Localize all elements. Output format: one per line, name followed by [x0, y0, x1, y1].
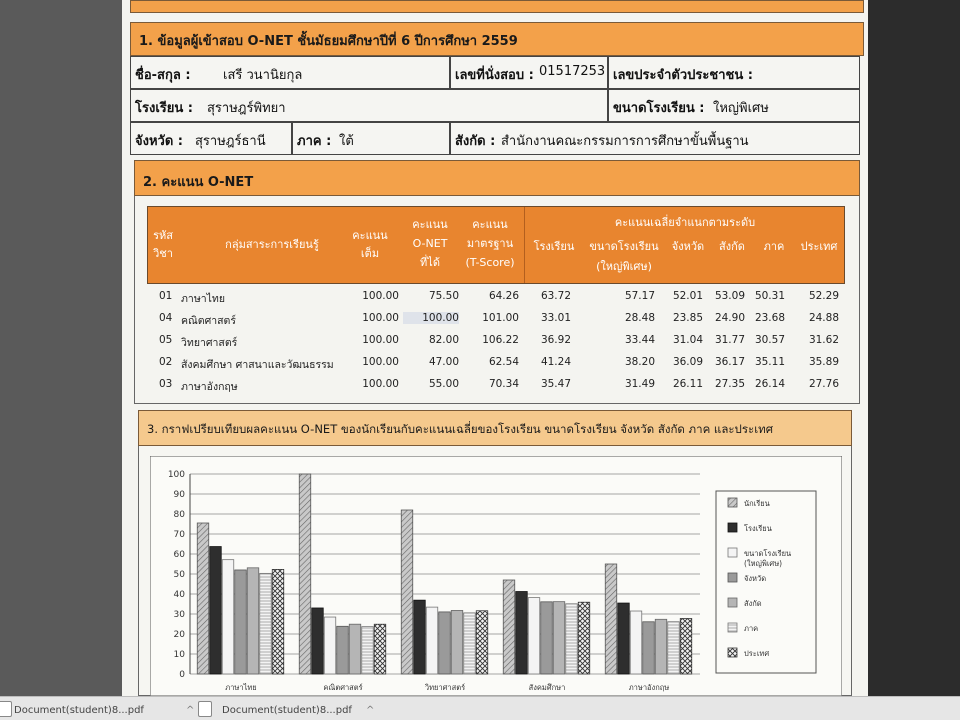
x-tick-label: ภาษาไทย — [225, 683, 257, 692]
cell-full: 100.00 — [362, 290, 399, 302]
legend-swatch — [728, 548, 737, 557]
th-onet-score: คะแนน O-NET ที่ได้ — [412, 218, 448, 269]
bar — [680, 618, 692, 674]
cell-country: 24.88 — [808, 312, 839, 324]
table-row — [147, 308, 845, 330]
y-tick-label: 30 — [173, 610, 185, 620]
bar — [197, 523, 209, 674]
th-divider — [524, 207, 525, 283]
cell-school: 35.47 — [540, 378, 571, 390]
school-size-label: ขนาดโรงเรียน : — [613, 101, 705, 116]
school-cell — [130, 89, 608, 122]
chevron-up-icon[interactable]: ^ — [366, 705, 375, 716]
bar — [541, 602, 553, 674]
seat-label: เลขที่นั่งสอบ : — [455, 68, 534, 83]
bar — [630, 611, 642, 674]
cell-prov: 23.85 — [672, 312, 703, 324]
cell-size: 57.17 — [624, 290, 655, 302]
region-value: ใต้ — [339, 134, 354, 149]
bar — [528, 598, 540, 674]
bar — [401, 510, 413, 674]
bar — [299, 474, 311, 674]
cell-prov: 31.04 — [672, 334, 703, 346]
cell-got: 75.50 — [428, 290, 459, 302]
cell-t: 70.34 — [488, 378, 519, 390]
bar — [210, 547, 222, 674]
cell-full: 100.00 — [362, 356, 399, 368]
province-value: สุราษฎร์ธานี — [195, 134, 266, 149]
cell-size: 28.48 — [624, 312, 655, 324]
section-chart-title: 3. กราฟเปรียบเทียบผลคะแนน O-NET ของนักเรียนกับคะแนนเฉลี่ยของโรงเรียน ขนาดโรงเรียน จังหวัด สังกัด ภาค และประเทศ — [147, 422, 774, 436]
cell-code: 03 — [159, 378, 173, 390]
cell-subject: สังคมศึกษา ศาสนาและวัฒนธรรม — [181, 359, 334, 371]
pdf-file-icon — [198, 701, 212, 717]
download-bar — [0, 696, 960, 720]
province-label: จังหวัด : — [135, 134, 184, 149]
cell-code: 01 — [159, 290, 173, 302]
th-region: ภาค — [763, 240, 785, 253]
x-tick-label: คณิตศาสตร์ — [323, 683, 363, 692]
bar — [643, 622, 655, 674]
prev-section-band — [130, 0, 864, 13]
section-chart-header — [138, 410, 852, 446]
y-tick-label: 10 — [173, 650, 185, 660]
bar — [553, 602, 565, 674]
y-tick-label: 70 — [173, 530, 185, 540]
y-tick-label: 20 — [173, 630, 185, 640]
bar — [605, 564, 617, 674]
bar — [503, 580, 515, 674]
legend-label: ประเทศ — [744, 649, 770, 658]
y-tick-label: 100 — [167, 470, 185, 480]
school-size-cell — [608, 89, 860, 122]
cell-school: 41.24 — [540, 356, 571, 368]
cell-region: 50.31 — [754, 290, 785, 302]
th-school: โรงเรียน — [533, 240, 575, 253]
cell-school: 36.92 — [540, 334, 571, 346]
cell-region: 35.11 — [754, 356, 785, 368]
cell-country: 31.62 — [808, 334, 839, 346]
cell-subject: ภาษาไทย — [181, 293, 225, 305]
table-row — [147, 330, 845, 352]
cell-country: 52.29 — [808, 290, 839, 302]
bar — [247, 568, 259, 674]
legend-label-2: (ใหญ่พิเศษ) — [744, 559, 783, 568]
bar — [349, 624, 361, 674]
seat-cell — [450, 56, 608, 89]
th-code: รหัส วิชา — [153, 229, 173, 260]
bar — [324, 617, 336, 674]
legend-swatch — [728, 623, 737, 632]
cell-school: 63.72 — [540, 290, 571, 302]
table-row — [147, 352, 845, 374]
cell-subject: คณิตศาสตร์ — [181, 315, 237, 327]
bar — [272, 569, 284, 674]
legend-swatch — [728, 573, 737, 582]
pdf-file-icon — [0, 701, 12, 717]
cell-school: 33.01 — [540, 312, 571, 324]
seat-value: 01517253 — [539, 64, 606, 79]
id-label: เลขประจำตัวประชาชน : — [613, 68, 753, 83]
legend-label: ภาค — [744, 624, 759, 633]
legend-label: สังกัด — [744, 599, 762, 608]
cell-country: 27.76 — [808, 378, 839, 390]
name-cell — [130, 56, 450, 89]
x-tick-label: ภาษาอังกฤษ — [628, 683, 670, 692]
x-tick-label: สังคมศึกษา — [528, 683, 566, 692]
bar — [618, 603, 630, 674]
bar — [414, 600, 426, 674]
th-country: ประเทศ — [800, 240, 838, 253]
name-value: เสรี วนานิยกุล — [223, 68, 303, 83]
y-tick-label: 60 — [173, 550, 185, 560]
th-affiliation: สังกัด — [719, 240, 745, 253]
bar — [476, 611, 488, 674]
download-item-2[interactable]: Document(student)8...pdf — [222, 705, 352, 716]
cell-full: 100.00 — [362, 334, 399, 346]
id-cell — [608, 56, 860, 89]
cell-country: 35.89 — [808, 356, 839, 368]
cell-affil: 24.90 — [714, 312, 745, 324]
affiliation-value: สำนักงานคณะกรรมการการศึกษาขั้นพื้นฐาน — [501, 134, 749, 149]
desk-background-right — [868, 0, 960, 719]
bar — [464, 613, 476, 674]
cell-got: 55.00 — [428, 378, 459, 390]
province-cell — [130, 122, 292, 155]
legend-label: นักเรียน — [744, 499, 770, 508]
cell-code: 02 — [159, 356, 173, 368]
bar — [451, 610, 463, 674]
comparison-bar-chart — [150, 456, 842, 696]
cell-region: 30.57 — [754, 334, 785, 346]
cell-affil: 27.35 — [714, 378, 745, 390]
cell-got: 100.00 — [403, 312, 459, 324]
y-tick-label: 80 — [173, 510, 185, 520]
cell-size: 33.44 — [624, 334, 655, 346]
cell-t: 64.26 — [488, 290, 519, 302]
table-row — [147, 286, 845, 308]
th-subject: กลุ่มสาระการเรียนรู้ — [225, 238, 319, 251]
chevron-up-icon[interactable]: ^ — [186, 705, 195, 716]
cell-prov: 36.09 — [672, 356, 703, 368]
section-score-header — [134, 160, 860, 196]
bar — [235, 570, 247, 674]
legend-swatch — [728, 523, 737, 532]
bar — [516, 592, 528, 674]
cell-size: 31.49 — [624, 378, 655, 390]
name-label: ชื่อ-สกุล : — [135, 68, 191, 83]
cell-region: 26.14 — [754, 378, 785, 390]
legend-label: ขนาดโรงเรียน — [744, 549, 792, 558]
bar — [312, 608, 324, 674]
th-province: จังหวัด — [671, 240, 705, 253]
cell-size: 38.20 — [624, 356, 655, 368]
cell-affil: 31.77 — [714, 334, 745, 346]
legend-swatch — [728, 598, 737, 607]
legend-label: จังหวัด — [744, 574, 767, 583]
bar — [260, 573, 272, 674]
bar — [426, 607, 438, 674]
y-tick-label: 0 — [179, 670, 185, 680]
cell-full: 100.00 — [362, 378, 399, 390]
y-tick-label: 90 — [173, 490, 185, 500]
cell-t: 62.54 — [488, 356, 519, 368]
legend-label: โรงเรียน — [744, 524, 772, 533]
desk-background-left — [0, 0, 122, 719]
cell-full: 100.00 — [362, 312, 399, 324]
school-value: สุราษฎร์พิทยา — [207, 101, 286, 116]
cell-code: 05 — [159, 334, 173, 346]
cell-prov: 26.11 — [672, 378, 703, 390]
bar — [439, 612, 451, 674]
th-t-score: คะแนน มาตรฐาน (T-Score) — [465, 218, 515, 269]
bar — [655, 619, 667, 674]
th-school-size: ขนาดโรงเรียน (ใหญ่พิเศษ) — [589, 240, 659, 273]
x-tick-label: วิทยาศาสตร์ — [424, 683, 466, 692]
cell-got: 82.00 — [428, 334, 459, 346]
bar — [337, 626, 349, 674]
y-tick-label: 50 — [173, 570, 185, 580]
affiliation-cell — [450, 122, 860, 155]
bar — [362, 627, 374, 674]
download-item-1[interactable]: Document(student)8...pdf — [14, 705, 144, 716]
section-info-title: 1. ข้อมูลผู้เข้าสอบ O-NET ชั้นมัธยมศึกษาปีที่ 6 ปีการศึกษา 2559 — [139, 34, 518, 49]
cell-code: 04 — [159, 312, 173, 324]
bar — [668, 622, 680, 674]
region-cell — [292, 122, 450, 155]
cell-t: 101.00 — [482, 312, 519, 324]
bar — [566, 604, 578, 674]
bar — [578, 602, 590, 674]
score-table-header — [147, 206, 845, 284]
cell-region: 23.68 — [754, 312, 785, 324]
legend-swatch — [728, 648, 737, 657]
th-average-group: คะแนนเฉลี่ยจำแนกตามระดับ — [614, 216, 756, 229]
cell-subject: ภาษาอังกฤษ — [181, 381, 238, 393]
school-label: โรงเรียน : — [135, 101, 193, 116]
legend-swatch — [728, 498, 737, 507]
cell-t: 106.22 — [482, 334, 519, 346]
section-info-header — [130, 22, 864, 56]
cell-subject: วิทยาศาสตร์ — [181, 337, 238, 349]
y-tick-label: 40 — [173, 590, 185, 600]
table-row — [147, 374, 845, 396]
cell-got: 47.00 — [428, 356, 459, 368]
th-full-score: คะแนน เต็ม — [352, 229, 388, 260]
cell-affil: 53.09 — [714, 290, 745, 302]
bar — [374, 624, 386, 674]
affiliation-label: สังกัด : — [455, 134, 496, 149]
bar — [222, 560, 234, 674]
school-size-value: ใหญ่พิเศษ — [713, 101, 769, 116]
region-label: ภาค : — [297, 134, 332, 149]
section-score-title: 2. คะแนน O-NET — [143, 175, 254, 190]
cell-affil: 36.17 — [714, 356, 745, 368]
cell-prov: 52.01 — [672, 290, 703, 302]
